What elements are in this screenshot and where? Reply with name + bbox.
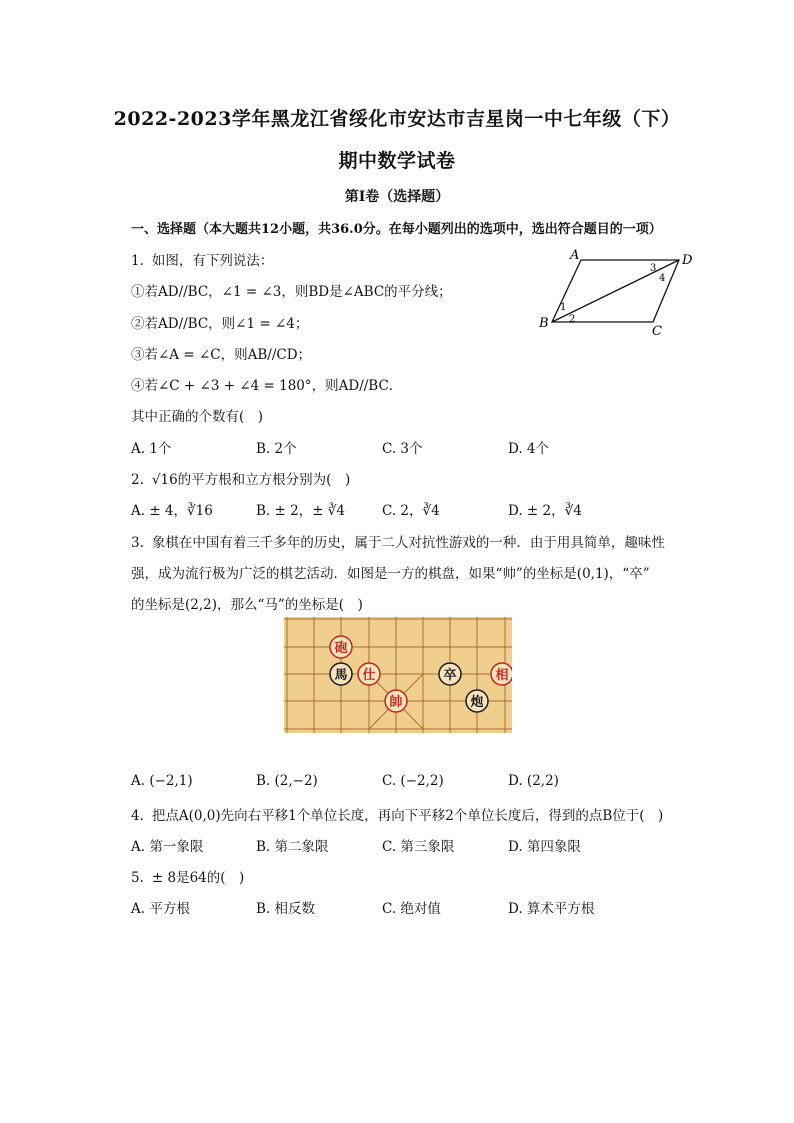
svg-text:馬: 馬 [334,668,348,683]
q4-option-b: B. 第二象限 [256,839,329,855]
svg-text:炮: 炮 [470,695,484,710]
piece-shi-red [358,663,380,685]
q2-option-b: B. ± 2，± ∛4 [256,503,345,519]
question-5 [131,866,244,886]
q1-option-c: C. 3个 [382,441,423,457]
question-stem: ± 8是64的( ) [151,870,245,886]
label-A: A [570,248,580,263]
label-C: C [652,324,662,336]
statement-1: ①若AD//BC，∠1 = ∠3，则BD是∠ABC的平分线； [131,284,452,300]
label-B: B [539,316,549,331]
question-number: 5. [131,870,144,886]
q3-option-d: D. (2,2) [508,773,559,789]
question-3 [131,531,665,551]
q2-option-c: C. 2，∛4 [382,503,440,519]
svg-text:砲: 砲 [334,641,348,656]
question-stem: 如图，有下列说法： [151,253,274,269]
question-stem: 把点A(0,0)先向右平移1个单位长度，再向下平移2个单位长度后，得到的点B位于( ) [151,808,664,824]
statement-4: ④若∠C + ∠3 + ∠4 = 180°，则AD//BC． [131,378,403,394]
q1-option-b: B. 2个 [256,441,297,457]
q1-option-a: A. 1个 [131,441,172,457]
piece-shuai-red [385,690,407,712]
q5-option-a: A. 平方根 [131,901,190,917]
q1-option-d: D. 4个 [508,441,550,457]
q3-option-b: B. (2,−2) [256,773,318,789]
q2-option-d: D. ± 2，∛4 [508,503,582,519]
question-1-ask: 其中正确的个数有( ) [131,409,264,425]
chess-board [284,617,512,733]
piece-zu-black [439,663,461,685]
question-number: 1. [131,253,144,269]
exam-title-line2: 期中数学试卷 [338,150,456,172]
q4-option-a: A. 第一象限 [131,839,204,855]
question-3-line-3: 的坐标是(2,2)，那么“马”的坐标是( ) [131,597,363,613]
piece-xiang-red [491,663,512,685]
angle-1: 1 [560,302,567,313]
question-4 [131,804,663,824]
question-1 [131,249,273,269]
question-number: 2. [131,472,144,488]
question-number: 3. [131,535,144,551]
question-number: 4. [131,808,144,824]
q5-option-d: D. 算术平方根 [508,901,595,917]
part-heading: 第Ⅰ卷（选择题） [344,189,450,205]
statement-2: ②若AD//BC，则∠1 = ∠4； [131,316,309,332]
q4-option-d: D. 第四象限 [508,839,581,855]
svg-text:相: 相 [495,668,509,683]
angle-3: 3 [650,263,657,274]
q3-option-a: A. (−2,1) [131,773,193,789]
exam-title-line1: 2022-2023学年黑龙江省绥化市安达市吉星岗一中七年级（下） [113,108,681,130]
svg-text:帥: 帥 [389,695,403,710]
q4-option-c: C. 第三象限 [382,839,455,855]
section-heading: 一、选择题（本大题共12小题，共36.0分。在每小题列出的选项中，选出符合题目的一项） [131,222,662,237]
angle-2: 2 [569,314,576,325]
q3-option-c: C. (−2,2) [382,773,444,789]
question-stem: 象棋在中国有着三千多年的历史，属于二人对抗性游戏的一种．由于用具简单，趣味性 [151,535,665,551]
piece-pao-red [330,636,352,658]
question-3-line-2: 强，成为流行极为广泛的棋艺活动．如图是一方的棋盘，如果“帅”的坐标是(0,1)，“卒” [131,566,650,582]
label-D: D [682,253,693,268]
svg-text:卒: 卒 [443,668,457,683]
board-background [284,617,512,733]
question-2 [131,468,350,488]
piece-pao-black [466,690,488,712]
statement-3: ③若∠A = ∠C，则AB//CD； [131,347,312,363]
angle-4: 4 [659,273,666,284]
q2-option-a: A. ± 4，∛16 [131,503,213,519]
q5-option-b: B. 相反数 [256,901,316,917]
q5-option-c: C. 绝对值 [382,901,441,917]
piece-ma-black [330,663,352,685]
svg-text:仕: 仕 [362,668,376,683]
parallelogram-figure [532,244,704,336]
question-stem: √16的平方根和立方根分别为( ) [151,472,351,488]
